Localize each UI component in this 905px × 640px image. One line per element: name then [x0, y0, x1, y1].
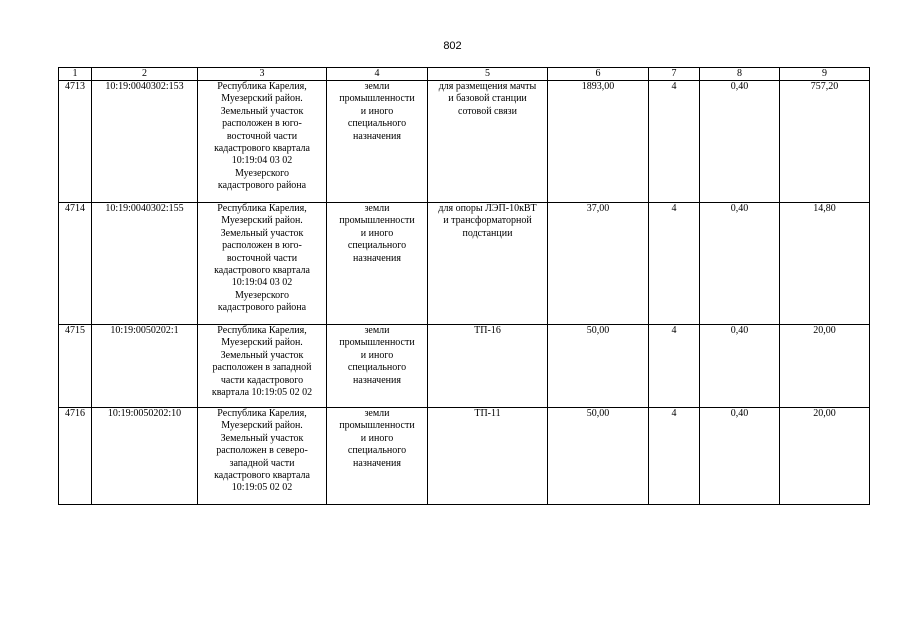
location-description: Республика Карелия, Муезерский район. Земельный участок расположен в юго- восточной части кадастрового квартала 10:19:04 03 02 Муезерского кадастрового района [198, 81, 327, 203]
header-col-5: 5 [428, 68, 548, 81]
permitted-use: ТП-11 [428, 408, 548, 505]
permitted-use: ТП-16 [428, 325, 548, 408]
header-row [59, 68, 870, 81]
area-value: 50,00 [548, 408, 649, 505]
header-col-9: 9 [780, 68, 870, 81]
header-col-1: 1 [59, 68, 92, 81]
land-category: земли промышленности и иного специального назначения [327, 203, 428, 325]
row-number: 4716 [59, 408, 92, 505]
area-value: 1893,00 [548, 81, 649, 203]
column-9-value: 757,20 [780, 81, 870, 203]
column-7-value: 4 [649, 203, 700, 325]
row-number: 4713 [59, 81, 92, 203]
row-number: 4715 [59, 325, 92, 408]
permitted-use: для размещения мачты и базовой станции сотовой связи [428, 81, 548, 203]
area-value: 37,00 [548, 203, 649, 325]
column-8-value: 0,40 [700, 325, 780, 408]
header-col-6: 6 [548, 68, 649, 81]
table-row [59, 408, 870, 505]
page-number: 802 [443, 40, 462, 52]
land-registry-table [58, 67, 870, 505]
column-9-value: 20,00 [780, 408, 870, 505]
header-col-7: 7 [649, 68, 700, 81]
column-8-value: 0,40 [700, 81, 780, 203]
permitted-use: для опоры ЛЭП-10кВТ и трансформаторной подстанции [428, 203, 548, 325]
land-category: земли промышленности и иного специального назначения [327, 81, 428, 203]
column-7-value: 4 [649, 325, 700, 408]
table-row [59, 203, 870, 325]
location-description: Республика Карелия, Муезерский район. Земельный участок расположен в северо- западной части кадастрового квартала 10:19:05 02 02 [198, 408, 327, 505]
location-description: Республика Карелия, Муезерский район. Земельный участок расположен в юго- восточной части кадастрового квартала 10:19:04 03 02 Муезерского кадастрового района [198, 203, 327, 325]
header-col-4: 4 [327, 68, 428, 81]
header-col-8: 8 [700, 68, 780, 81]
column-7-value: 4 [649, 408, 700, 505]
header-col-2: 2 [92, 68, 198, 81]
area-value: 50,00 [548, 325, 649, 408]
table-row [59, 325, 870, 408]
table-row [59, 81, 870, 203]
cadastral-number: 10:19:0040302:153 [92, 81, 198, 203]
cadastral-number: 10:19:0050202:10 [92, 408, 198, 505]
cadastral-number: 10:19:0040302:155 [92, 203, 198, 325]
column-9-value: 20,00 [780, 325, 870, 408]
land-category: земли промышленности и иного специального назначения [327, 325, 428, 408]
header-col-3: 3 [198, 68, 327, 81]
cadastral-number: 10:19:0050202:1 [92, 325, 198, 408]
column-8-value: 0,40 [700, 203, 780, 325]
row-number: 4714 [59, 203, 92, 325]
column-7-value: 4 [649, 81, 700, 203]
location-description: Республика Карелия, Муезерский район. Земельный участок расположен в западной части кадастрового квартала 10:19:05 02 02 [198, 325, 327, 408]
column-9-value: 14,80 [780, 203, 870, 325]
land-category: земли промышленности и иного специального назначения [327, 408, 428, 505]
column-8-value: 0,40 [700, 408, 780, 505]
